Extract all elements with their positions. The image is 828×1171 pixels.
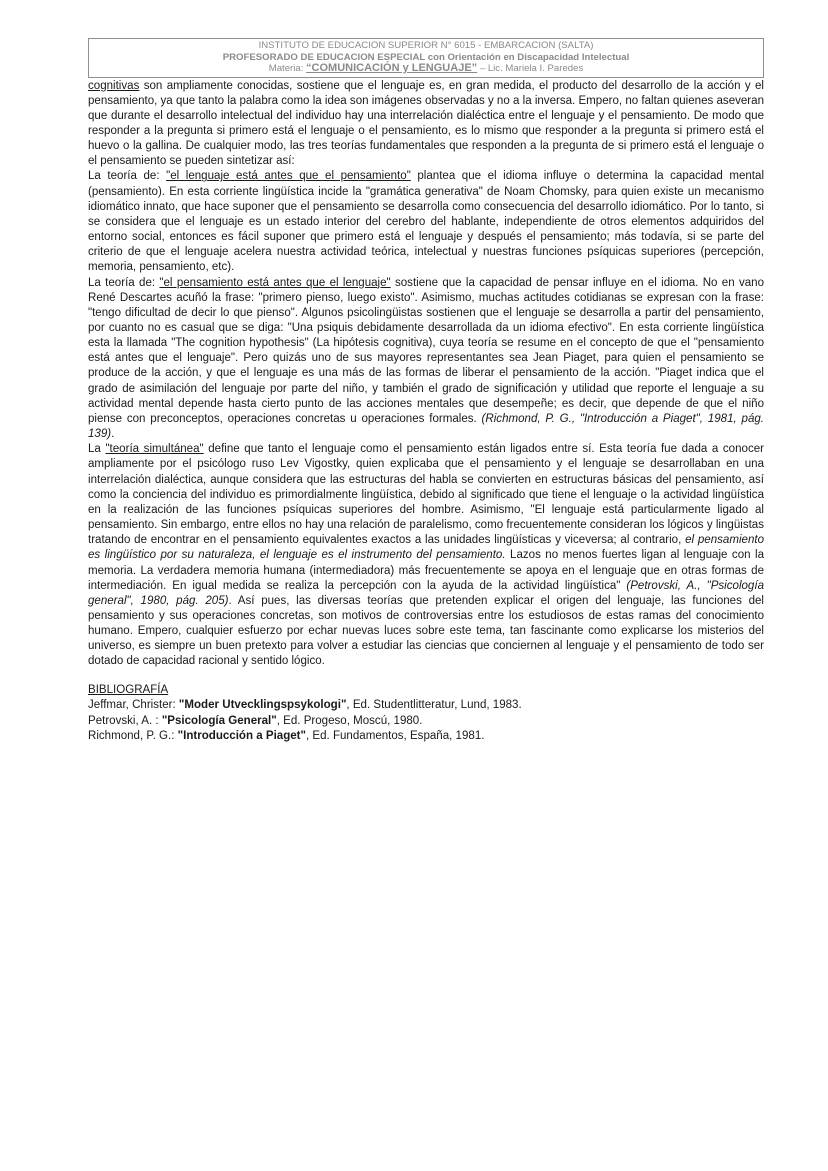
header-materia-line	[93, 63, 759, 75]
bibliography-entry	[88, 698, 764, 714]
entry-author: Richmond, P. G.:	[88, 730, 178, 743]
underlined-term: "el pensamiento está antes que el lenguaje"	[159, 276, 391, 289]
citation: (Petrovski, A., "Psicología general", 1980, pág. 205)	[88, 579, 764, 607]
paragraph-simultaneous	[88, 442, 764, 669]
entry-work: "Moder Utvecklingspsykologi"	[178, 699, 347, 712]
document-page	[88, 38, 764, 745]
paragraph-text: sostiene que la capacidad de pensar influye en el idioma. No en vano René Descartes acuñó la frase: "primero pienso, luego existo". Asimismo, muchas actitudes cotidianas se expresan con la frase: "tengo dificultad de decir lo que pienso". Algunos psicolingüistas sostienen que el lenguaje se desarrolla a partir del pensamiento, por cuanto no es casual que se diga: "Una psiquis debidamente desarrollada da un idioma efectivo". En esta corriente lingüística esta la llamada "The cognition hypothesis" (La hipótesis cognitiva), cuya teoría se resume en el concepto de que el "pensamiento está antes que el lenguaje". Pero quizás uno de sus mayores representantes sea Jean Piaget, para quien el pensamiento se produce de la acción, y que el lenguaje es una más de las formas de liberar el pensamiento de la acción. "Piaget indica que el grado de asimilación del lenguaje por parte del niño, y también el grado de significación y utilidad que reporte el lenguaje a su actividad mental depende hasta cierto punto de las acciones mentales que desempeñe; es decir, que depende de que el niño piense con preconceptos, operaciones concretas u operaciones formales.	[88, 276, 765, 425]
paragraph-end: .	[111, 428, 115, 441]
paragraph-text: plantea que el idioma influye o determina la capacidad mental (pensamiento). En esta corriente lingüística incide la "gramática generativa" de Noam Chomsky, para quien existe un mecanismo idiomático innato, que hace suponer que el pensamiento se desarrolla como consecuencia del desarrollo idiomático. Por lo tanto, si se considera que el lenguaje es un estado interior del cerebro del hablante, independiente de otros elementos adquiridos del entorno social, entonces es fácil suponer que primero está el lenguaje y después el pensamiento; más todavía, si se parte del criterio de que el lenguaje acelera nuestra actividad teórica, intelectual y nuestras funciones psíquicas superiores (percepción, memoria, pensamiento, etc).	[88, 170, 765, 274]
underlined-term: "teoría simultánea"	[105, 443, 204, 456]
bibliography-entry	[88, 729, 764, 745]
header-subject: “COMUNICACIÓN y LENGUAJE”	[306, 62, 478, 74]
page-header	[88, 38, 764, 78]
entry-work: "Psicología General"	[161, 714, 277, 727]
paragraph-lead: La	[88, 443, 106, 456]
paragraph-text: define que tanto el lenguaje como el pensamiento están ligados entre sí. Esta teoría fue dada a conocer ampliamente por el psicólogo ruso Lev Vigostky, quien explicaba que el pensamiento y el lenguaje se desarrollaban en una interrelación dialéctica, aunque considera que las estructuras del habla se convierten en estructuras básicas del pensamiento, así como la conciencia del individuo es primordialmente lingüística, debido al significado que tiene el lenguaje o la actividad lingüística en la realización de las funciones psíquicas superiores del hombre. Asimismo, "El lenguaje está particularmente ligado al pensamiento. Sin embargo, entre ellos no hay una relación de paralelismo, como frecuentemente consideran los lógicos y lingüistas tratando de encontrar en el pensamiento equivalentes exactos a las unidades lingüísticas y viceversa; al contrario,	[88, 443, 764, 547]
entry-details: , Ed. Fundamentos, España, 1981.	[306, 730, 485, 743]
paragraph-thought-first	[88, 276, 764, 443]
paragraph-text: . Así pues, las diversas teorías que pretenden explicar el origen del lenguaje, las funciones del pensamiento y sus operaciones concretas, son motivos de controversias entre los estudiosos de estas ramas del conocimiento humano. Empero, cualquier esfuerzo por echar nuevas luces sobre este tema, tan fascinante como explicarse los misterios del universo, es siempre un buen pretexto para volver a estudiar las ciencias que conciernen al lenguaje y el pensamiento de todo ser dotado de capacidad racional y sentido lógico.	[88, 594, 765, 668]
paragraph-lead: La teoría de:	[88, 170, 167, 183]
citation: (Richmond, P. G., "Introducción a Piaget", 1981, pág. 139)	[88, 412, 764, 441]
header-institution: INSTITUTO DE EDUCACION SUPERIOR N° 6015 - EMBARCACION (SALTA)	[258, 40, 594, 51]
paragraph-language-first	[88, 169, 764, 275]
italic-quote: el pensamiento es lingüístico por su naturaleza, el lenguaje es el instrumento del pensamiento.	[88, 534, 764, 562]
paragraph-intro	[88, 79, 764, 170]
underlined-term: "el lenguaje está antes que el pensamiento"	[166, 170, 411, 183]
paragraph-text: son ampliamente conocidas, sostiene que el lenguaje es, en gran medida, el producto del desarrollo de la acción y el pensamiento, ya que tanto la palabra como la idea son imágenes observadas y no a la inversa. Empero, no faltan quienes aseveran que durante el desarrollo intelectual del individuo hay una interrelación dialéctica entre el lenguaje y el pensamiento. De modo que responder a la pregunta si primero está el lenguaje o el pensamiento, es lo mismo que responder a la pregunta si primero está el huevo o la gallina. De cualquier modo, las tres teorías fundamentales que responden a la pregunta de si primero está el lenguaje o el pensamiento se pueden sintetizar así:	[88, 79, 764, 168]
underlined-term: cognitivas	[88, 79, 140, 92]
entry-author: Petrovski, A. :	[88, 714, 162, 727]
header-materia-label: Materia:	[268, 63, 304, 74]
header-program: PROFESORADO DE EDUCACION ESPECIAL con Orientación en Discapacidad Intelectual	[222, 51, 630, 63]
entry-details: , Ed. Studentlitteratur, Lund, 1983.	[346, 699, 522, 712]
bibliography	[88, 683, 764, 745]
header-teacher: – Lic. Mariela I. Paredes	[477, 63, 584, 74]
paragraph-lead: La teoría de:	[88, 276, 160, 289]
bibliography-entry	[88, 714, 764, 730]
entry-work: "Introducción a Piaget"	[177, 730, 306, 743]
entry-author: Jeffmar, Christer:	[88, 699, 179, 712]
bibliography-title: BIBLIOGRAFÍA	[88, 683, 169, 696]
body-text	[88, 79, 764, 670]
paragraph-text: Lazos no menos fuertes ligan al lenguaje con la memoria. La verdadera memoria humana (intermediadora) más frecuentemente se apoya en el lenguaje que en otras formas de intermediación. En igual medida se realiza la percepción con la ayuda de la actividad lingüística"	[88, 549, 764, 592]
entry-details: , Ed. Progeso, Moscú, 1980.	[276, 714, 423, 727]
